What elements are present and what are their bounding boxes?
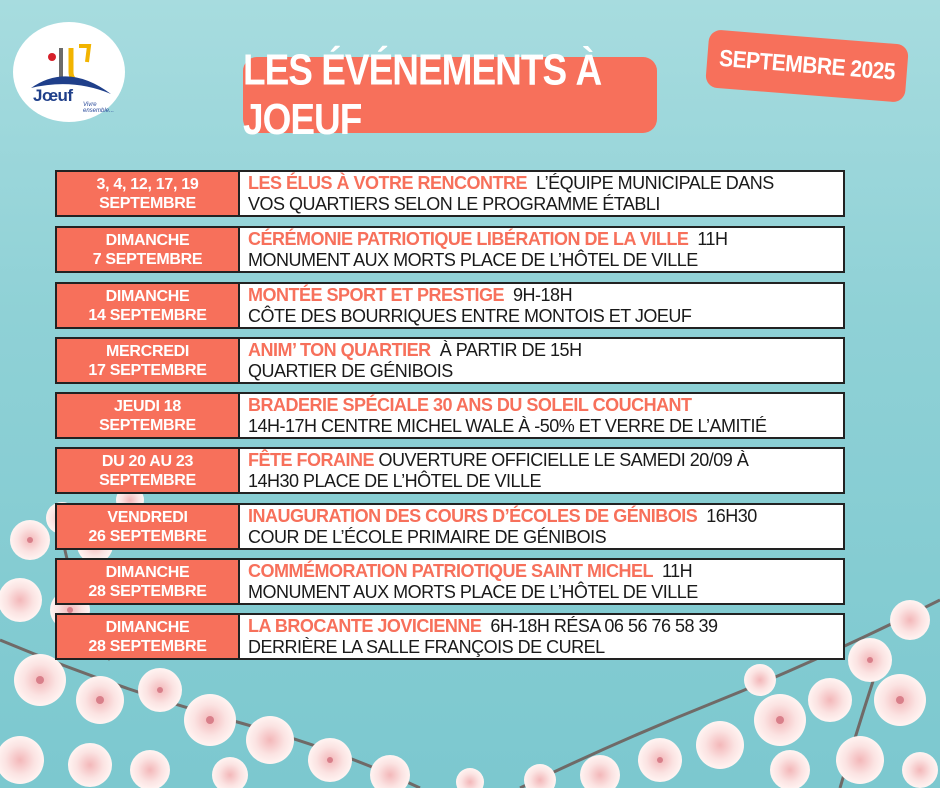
- event-row: [55, 282, 845, 329]
- event-date-line1: DU 20 AU 23: [101, 452, 194, 470]
- event-location: DERRIÈRE LA SALLE FRANÇOIS DE CUREL: [248, 637, 605, 657]
- event-name: COMMÉMORATION PATRIOTIQUE SAINT MICHEL: [248, 561, 653, 581]
- event-date-line2: 14 SEPTEMBRE: [88, 306, 207, 324]
- month-badge-label: SEPTEMBRE 2025: [718, 45, 896, 86]
- event-date: [57, 560, 240, 603]
- event-date-line1: MERCREDI: [106, 342, 189, 360]
- event-description: [240, 560, 843, 603]
- event-row: [55, 503, 845, 550]
- event-date-line2: 28 SEPTEMBRE: [88, 582, 207, 600]
- event-description: [240, 172, 843, 215]
- event-location: MONUMENT AUX MORTS PLACE DE L’HÔTEL DE VILLE: [248, 250, 698, 270]
- event-info: 11H: [697, 229, 728, 249]
- event-name: BRADERIE SPÉCIALE 30 ANS DU SOLEIL COUCHANT: [248, 395, 692, 415]
- event-location: MONUMENT AUX MORTS PLACE DE L’HÔTEL DE VILLE: [248, 582, 698, 602]
- event-date-line1: DIMANCHE: [105, 231, 190, 249]
- event-location: CÔTE DES BOURRIQUES ENTRE MONTOIS ET JOEUF: [248, 306, 692, 326]
- event-description: [240, 339, 843, 382]
- event-date: [57, 284, 240, 327]
- event-description: [240, 394, 843, 437]
- event-info: OUVERTURE OFFICIELLE LE SAMEDI 20/09 À: [378, 450, 749, 470]
- event-row: [55, 226, 845, 273]
- event-info: L’ÉQUIPE MUNICIPALE DANS: [536, 173, 774, 193]
- event-date-line2: 7 SEPTEMBRE: [92, 250, 203, 268]
- event-info: 11H: [662, 561, 693, 581]
- event-location: 14H-17H CENTRE MICHEL WALE À -50% ET VERRE DE L’AMITIÉ: [248, 416, 767, 436]
- event-row: [55, 558, 845, 605]
- event-date-line1: DIMANCHE: [105, 618, 190, 636]
- event-date-line2: SEPTEMBRE: [99, 471, 196, 489]
- event-row: [55, 447, 845, 494]
- event-location: QUARTIER DE GÉNIBOIS: [248, 361, 453, 381]
- page-title-box: [243, 45, 657, 144]
- event-name: ANIM’ TON QUARTIER: [248, 340, 431, 360]
- event-date: [57, 449, 240, 492]
- logo-tagline: Vivre ensemble...: [83, 102, 115, 114]
- event-info: À PARTIR DE 15H: [439, 340, 582, 360]
- event-date-line1: VENDREDI: [107, 508, 188, 526]
- event-date-line2: SEPTEMBRE: [99, 416, 196, 434]
- event-date: [57, 505, 240, 548]
- event-name: LES ÉLUS À VOTRE RENCONTRE: [248, 173, 528, 193]
- event-date-line1: 3, 4, 12, 17, 19: [96, 175, 199, 193]
- event-location: COUR DE L’ÉCOLE PRIMAIRE DE GÉNIBOIS: [248, 527, 607, 547]
- event-date-line2: SEPTEMBRE: [99, 194, 196, 212]
- event-date: [57, 615, 240, 658]
- event-date-line1: JEUDI 18: [114, 397, 181, 415]
- event-date: [57, 172, 240, 215]
- event-row: [55, 392, 845, 439]
- event-info: 6H-18H RÉSA 06 56 76 58 39: [490, 616, 718, 636]
- logo-name: Jœuf: [33, 86, 73, 105]
- event-info: 9H-18H: [513, 285, 573, 305]
- event-date-line2: 26 SEPTEMBRE: [88, 527, 207, 545]
- event-name: MONTÉE SPORT ET PRESTIGE: [248, 285, 505, 305]
- event-row: [55, 613, 845, 660]
- event-description: [240, 505, 843, 548]
- event-description: [240, 228, 843, 271]
- event-date-line1: DIMANCHE: [105, 563, 190, 581]
- event-name: LA BROCANTE JOVICIENNE: [248, 616, 482, 636]
- event-description: [240, 284, 843, 327]
- event-description: [240, 449, 843, 492]
- event-description: [240, 615, 843, 658]
- event-date-line2: 17 SEPTEMBRE: [88, 361, 207, 379]
- page-title: LES ÉVÉNEMENTS À JOEUF: [243, 45, 602, 144]
- event-location: 14H30 PLACE DE L’HÔTEL DE VILLE: [248, 471, 541, 491]
- event-info: 16H30: [706, 506, 757, 526]
- event-date: [57, 228, 240, 271]
- event-date: [57, 394, 240, 437]
- event-name: INAUGURATION DES COURS D’ÉCOLES DE GÉNIBOIS: [248, 506, 698, 526]
- event-name: FÊTE FORAINE: [248, 450, 375, 470]
- town-logo: [13, 22, 125, 122]
- event-name: CÉRÉMONIE PATRIOTIQUE LIBÉRATION DE LA VILLE: [248, 229, 689, 249]
- event-date: [57, 339, 240, 382]
- event-row: [55, 337, 845, 384]
- event-date-line2: 28 SEPTEMBRE: [88, 637, 207, 655]
- event-row: [55, 170, 845, 217]
- event-location: VOS QUARTIERS SELON LE PROGRAMME ÉTABLI: [248, 194, 660, 214]
- event-date-line1: DIMANCHE: [105, 287, 190, 305]
